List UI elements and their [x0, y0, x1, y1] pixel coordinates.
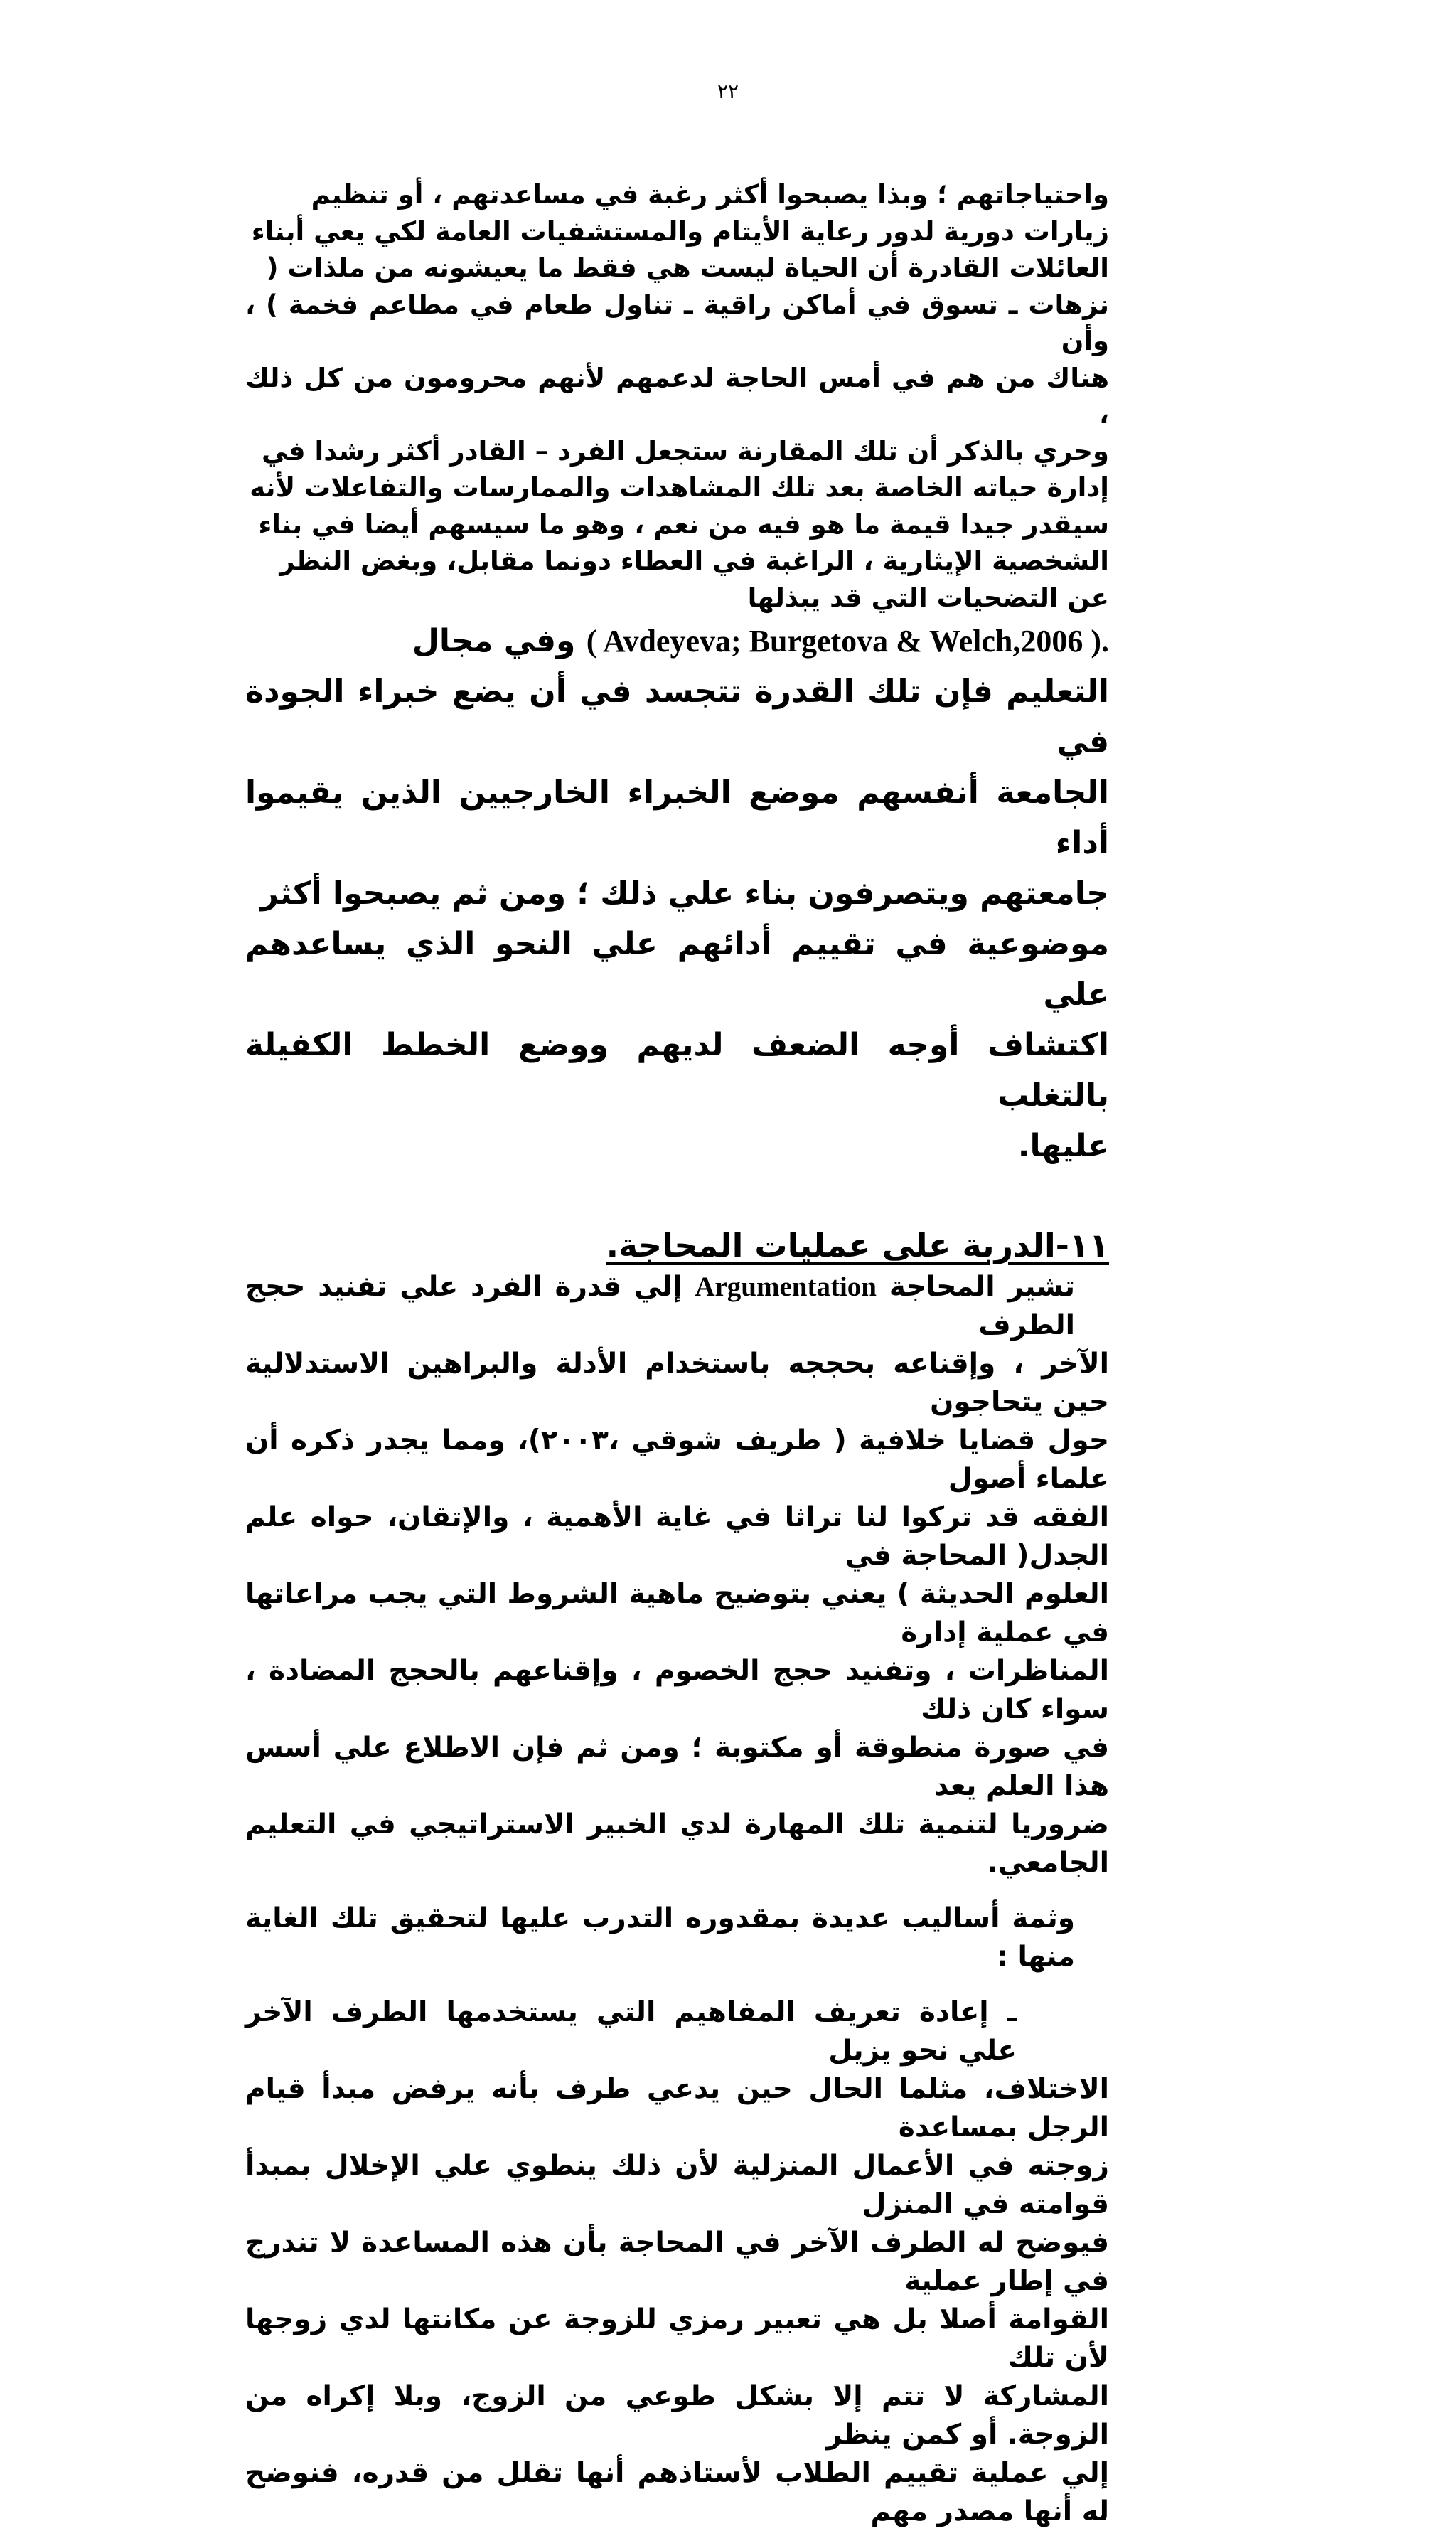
- paragraph-1: [245, 176, 1109, 616]
- paragraph-1-line-3: العائلات القادرة أن الحياة ليست هي فقط ما يعيشونه من ملذات (: [266, 252, 1109, 283]
- paragraph-5-line-6: المشاركة لا تتم إلا بشكل طوعي من الزوج، وبلا إكراه من الزوجة. أو كمن ينظر: [245, 2380, 1109, 2451]
- paragraph-5-line-3: زوجته في الأعمال المنزلية لأن ذلك ينطوي علي الإخلال بمبدأ قوامته في المنزل: [245, 2150, 1109, 2220]
- paragraph-4: وثمة أساليب عديدة بمقدوره التدرب عليها لتحقيق تلك الغاية منها :: [245, 1902, 1075, 1973]
- paragraph-1-line-10: عن التضحيات التي قد يبذلها: [747, 582, 1109, 613]
- paragraph-3-line-1-rest: إلي قدرة الفرد علي تفنيد حجج الطرف: [245, 1271, 1075, 1341]
- paragraph-5-line-5: القوامة أصلا بل هي تعبير رمزي للزوجة عن مكانتها لدي زوجها لأن تلك: [245, 2303, 1109, 2374]
- paragraph-3-line-4: الفقه قد تركوا لنا تراثا في غاية الأهمية ، والإتقان، حواه علم الجدل( المحاجة في: [245, 1501, 1109, 1572]
- paragraph-1-line-6: وحري بالذكر أن تلك المقارنة ستجعل الفرد – القادر أكثر رشدا في: [261, 435, 1109, 467]
- paragraph-2-line-3: الجامعة أنفسهم موضع الخبراء الخارجيين الذين يقيموا أداء: [245, 774, 1109, 861]
- paragraph-3: [245, 1268, 1109, 1345]
- paragraph-2-line-1: [245, 616, 1109, 666]
- paragraph-2-line-5: موضوعية في تقييم أدائهم علي النحو الذي يساعدهم علي: [245, 926, 1109, 1013]
- paragraph-5-line-7: إلي عملية تقييم الطلاب لأستاذهم أنها تقلل من قدره، فنوضح له أنها مصدر مهم: [245, 2457, 1109, 2527]
- paragraph-2-line-4: جامعتهم ويتصرفون بناء علي ذلك ؛ ومن ثم يصبحوا أكثر: [260, 875, 1109, 912]
- spacer: [245, 1882, 1109, 1899]
- paragraph-3-line-8: ضروريا لتنمية تلك المهارة لدي الخبير الاستراتيجي في التعليم الجامعي.: [245, 1808, 1109, 1879]
- paragraph-5: [245, 1993, 1109, 2531]
- citation: ( Avdeyeva; Burgetova & Welch,2006 ).: [586, 624, 1109, 659]
- paragraph-5-line-1: ـ إعادة تعريف المفاهيم التي يستخدمها الطرف الآخر علي نحو يزيل: [245, 1996, 1017, 2067]
- paragraph-3-start: تشير المحاجة: [876, 1271, 1075, 1303]
- paragraph-1-line-8: سيقدر جيدا قيمة ما هو فيه من نعم ، وهو ما سيسهم أيضا في بناء: [258, 508, 1109, 540]
- paragraph-1-line-2: زيارات دورية لدور رعاية الأيتام والمستشفيات العامة لكي يعي أبناء: [251, 215, 1109, 247]
- paragraph-2: [245, 616, 1109, 1171]
- paragraph-1-line-5: هناك من هم في أمس الحاجة لدعمهم لأنهم محرومون من كل ذلك ،: [245, 362, 1109, 430]
- spacer: [245, 1976, 1109, 1993]
- paragraph-1-line-1: واحتياجاتهم ؛ وبذا يصبحوا أكثر رغبة في مساعدتهم ، أو تنظيم: [311, 179, 1109, 210]
- spacer: [245, 1171, 1109, 1222]
- paragraph-2-line-6: اكتشاف أوجه الضعف لديهم ووضع الخطط الكفيلة بالتغلب: [245, 1027, 1109, 1114]
- page-number: ٢٢: [717, 80, 739, 103]
- paragraph-3-line-5: العلوم الحديثة ) يعني بتوضيح ماهية الشروط التي يجب مراعاتها في عملية إدارة: [245, 1578, 1109, 1648]
- paragraph-2-line-7: عليها.: [1017, 1128, 1109, 1164]
- paragraph-3-line-1: [245, 1268, 1075, 1345]
- paragraph-3-line-6: المناظرات ، وتفنيد حجج الخصوم ، وإقناعهم بالحجج المضادة ، سواء كان ذلك: [245, 1655, 1109, 1725]
- argumentation-term: Argumentation: [695, 1272, 877, 1302]
- document-body: [245, 176, 1109, 2531]
- paragraph-1-line-7: إدارة حياته الخاصة بعد تلك المشاهدات والممارسات والتفاعلات لأنه: [250, 472, 1109, 503]
- paragraph-2-line-1-text: وفي مجال: [412, 623, 587, 659]
- section-heading: ١١-الدربة على عمليات المحاجة.: [606, 1226, 1109, 1264]
- paragraph-3-body: [245, 1345, 1109, 1882]
- paragraph-5-line-4: فيوضح له الطرف الآخر في المحاجة بأن هذه المساعدة لا تندرج في إطار عملية: [245, 2227, 1109, 2297]
- paragraph-2-line-2: التعليم فإن تلك القدرة تتجسد في أن يضع خبراء الجودة في: [245, 673, 1109, 760]
- paragraph-3-line-3: حول قضايا خلافية ( طريف شوقي ،٢٠٠٣)، ومما يجدر ذكره أن علماء أصول: [245, 1424, 1109, 1495]
- paragraph-3-line-7: في صورة منطوقة أو مكتوبة ؛ ومن ثم فإن الاطلاع علي أسس هذا العلم يعد: [245, 1732, 1109, 1802]
- paragraph-5-line-2: الاختلاف، مثلما الحال حين يدعي طرف بأنه يرفض مبدأ قيام الرجل بمساعدة: [245, 2073, 1109, 2143]
- paragraph-1-line-4: نزهات ـ تسوق في أماكن راقية ـ تناول طعام في مطاعم فخمة ) ، وأن: [245, 289, 1109, 356]
- paragraph-3-line-2: الآخر ، وإقناعه بحججه باستخدام الأدلة والبراهين الاستدلالية حين يتحاجون: [245, 1348, 1109, 1418]
- paragraph-1-line-9: الشخصية الإيثارية ، الراغبة في العطاء دونما مقابل، وبغض النظر: [279, 545, 1109, 576]
